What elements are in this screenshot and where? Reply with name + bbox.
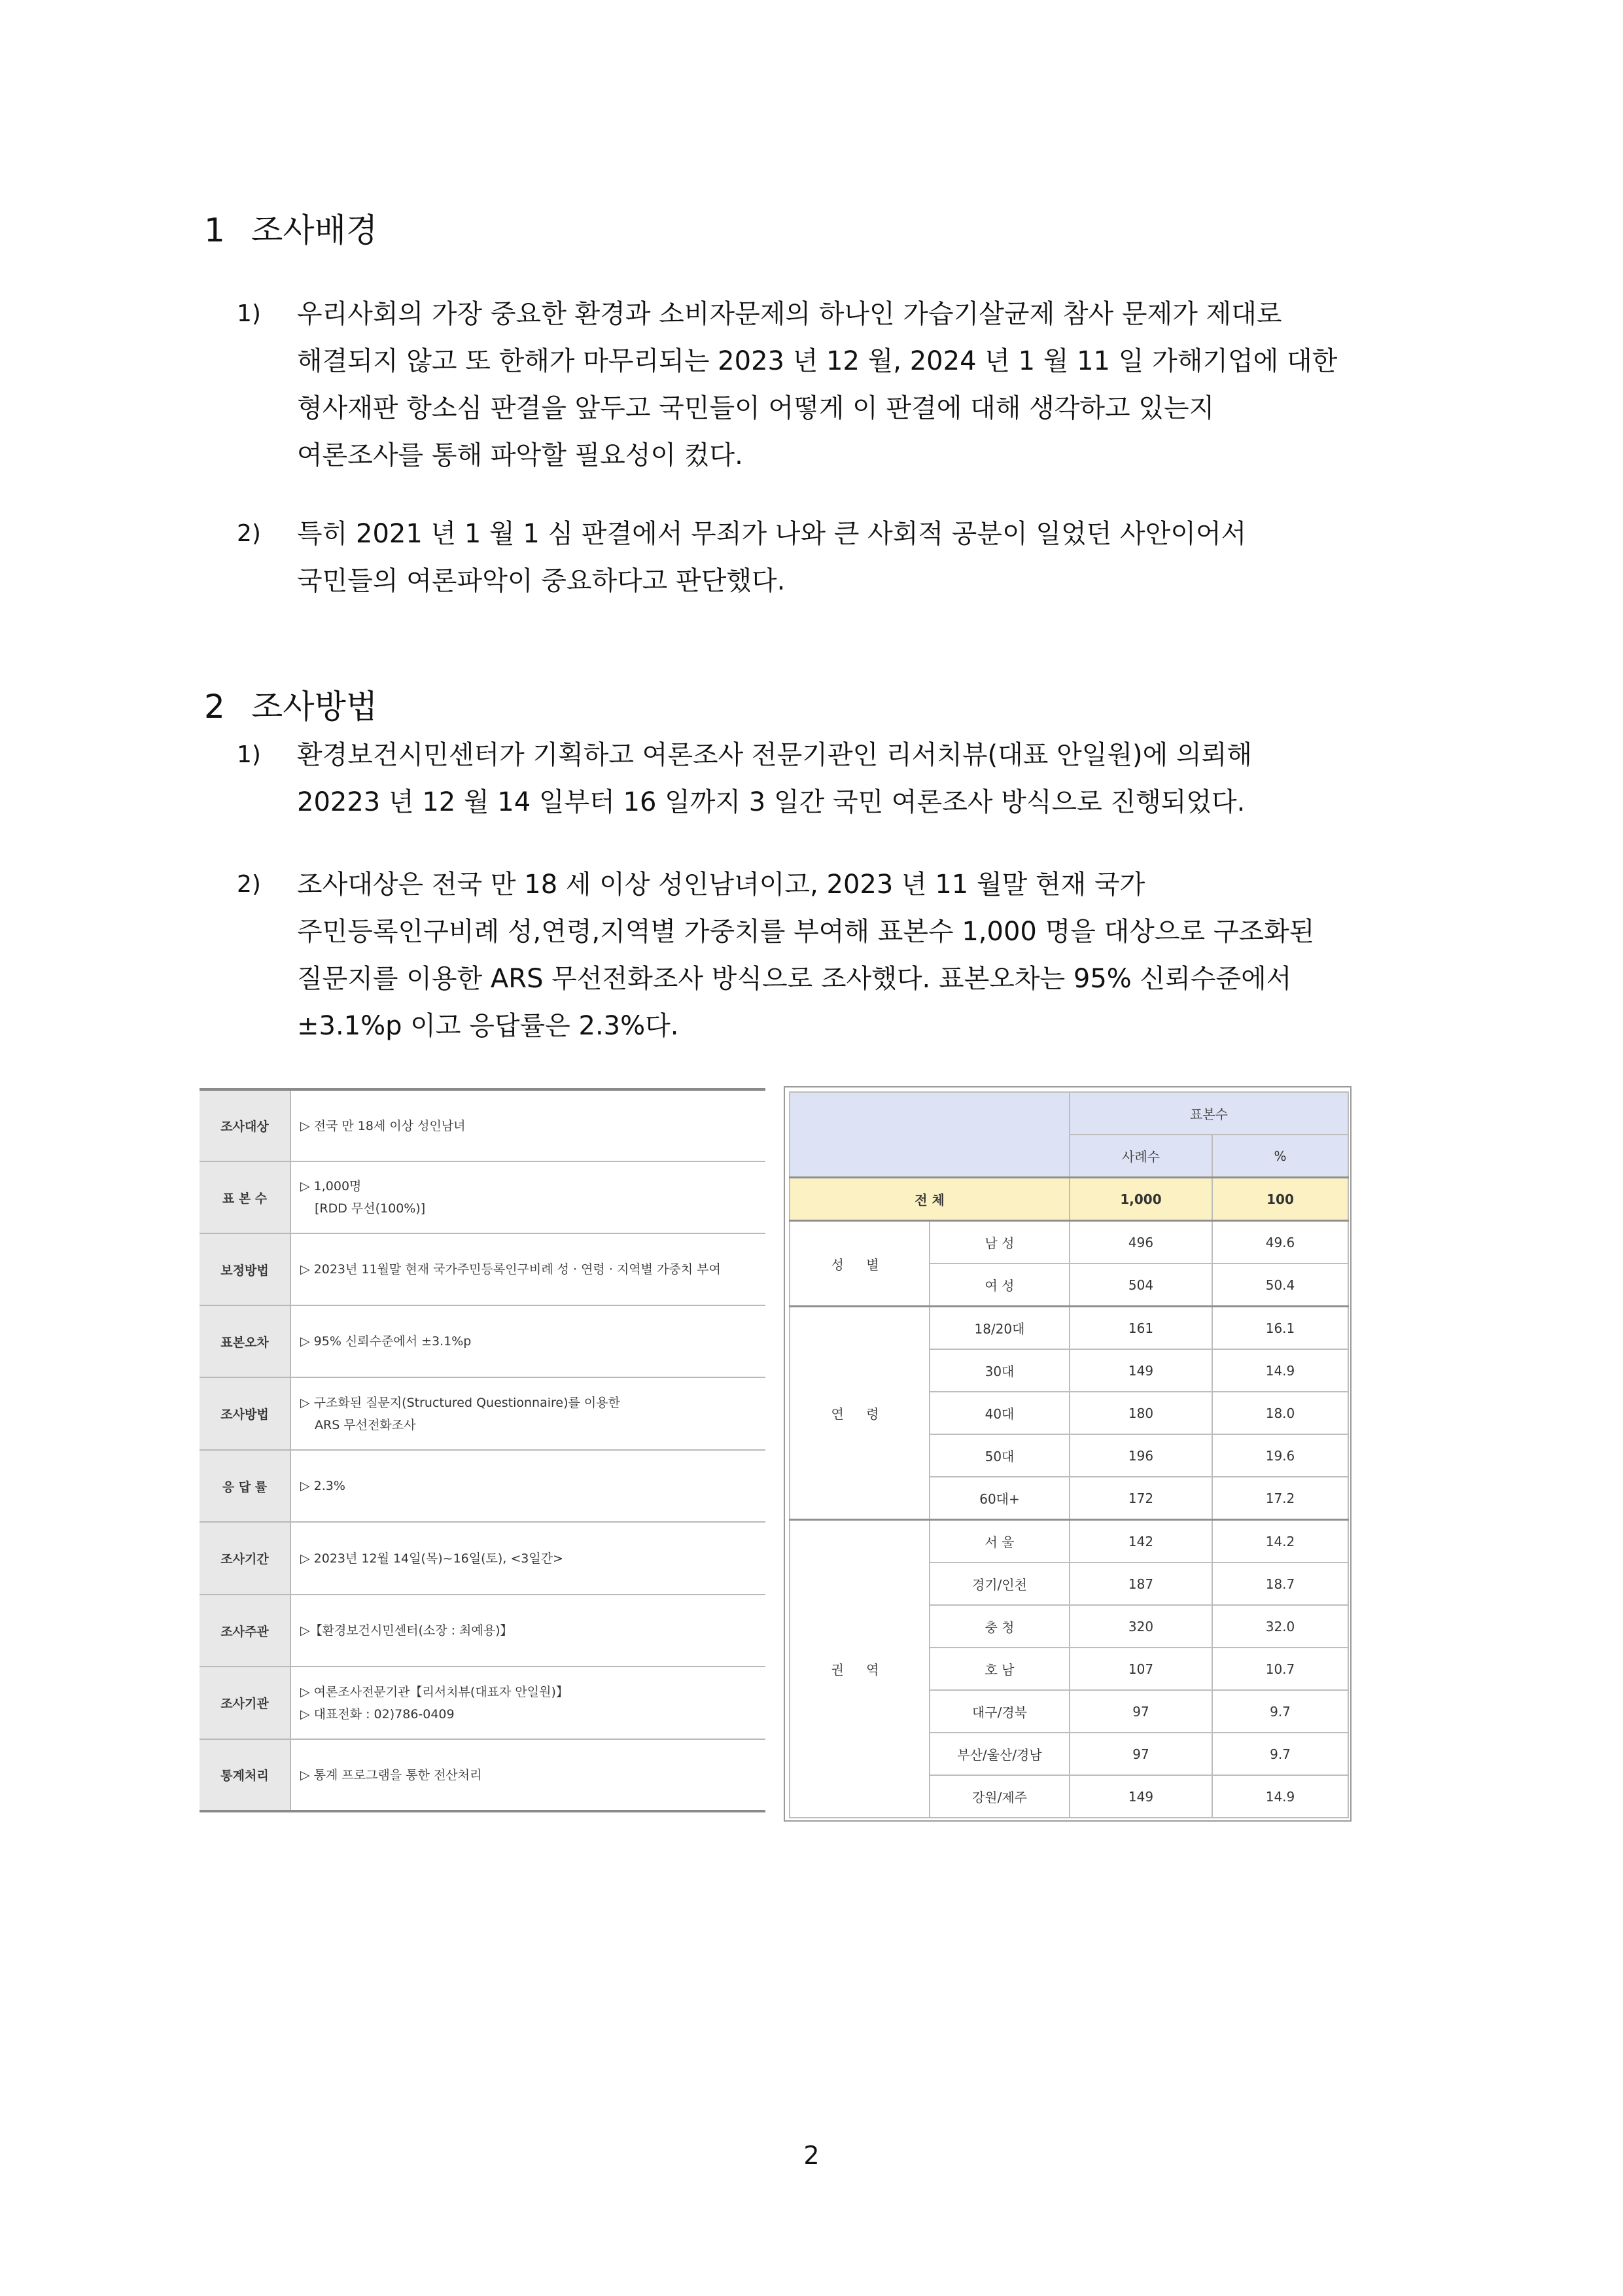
row-pct: 50.4 bbox=[1212, 1263, 1348, 1307]
row-value-line: [RDD 무선(100%)] bbox=[315, 1201, 426, 1216]
row-value bbox=[290, 1089, 765, 1161]
row-value-line: ▷ 95% 신뢰수준에서 ±3.1%p bbox=[300, 1334, 472, 1349]
row-pct: 14.9 bbox=[1212, 1349, 1348, 1392]
item-number: 1) bbox=[237, 741, 261, 768]
row-value bbox=[290, 1377, 765, 1450]
row-label: 응 답 률 bbox=[200, 1450, 290, 1522]
row-value bbox=[290, 1667, 765, 1739]
row-label: 남 성 bbox=[930, 1221, 1070, 1264]
row-label: 조사방법 bbox=[200, 1377, 290, 1450]
row-label: 조사기관 bbox=[200, 1667, 290, 1739]
row-count: 180 bbox=[1070, 1392, 1212, 1434]
row-value-line: ▷ 통계 프로그램을 통한 전산처리 bbox=[300, 1767, 482, 1782]
row-count: 149 bbox=[1070, 1349, 1212, 1392]
row-pct: 18.7 bbox=[1212, 1563, 1348, 1605]
paragraph-line: 환경보건시민센터가 기획하고 여론조사 전문기관인 리서치뷰(대표 안일원)에 의뢰해 bbox=[297, 740, 1252, 770]
row-label: 서 울 bbox=[930, 1520, 1070, 1563]
row-value-line: ▷ 구조화된 질문지(Structured Questionnaire)를 이용한 bbox=[300, 1395, 620, 1410]
total-count: 1,000 bbox=[1070, 1178, 1212, 1221]
row-label: 18/20대 bbox=[930, 1307, 1070, 1350]
row-label: 충 청 bbox=[930, 1605, 1070, 1648]
row-count: 196 bbox=[1070, 1434, 1212, 1477]
section-2-heading bbox=[204, 680, 377, 728]
section-2-item-2 bbox=[237, 861, 1447, 1050]
row-value bbox=[290, 1450, 765, 1522]
row-label: 표본오차 bbox=[200, 1305, 290, 1377]
row-count: 142 bbox=[1070, 1520, 1212, 1563]
row-label: 조사기간 bbox=[200, 1522, 290, 1595]
section-1-title: 조사배경 bbox=[251, 211, 378, 249]
row-value bbox=[290, 1305, 765, 1377]
table-row bbox=[200, 1161, 765, 1233]
total-pct: 100 bbox=[1212, 1178, 1348, 1221]
row-value bbox=[290, 1161, 765, 1233]
table-row bbox=[790, 1520, 1348, 1563]
row-value-line: ▷【환경보건시민센터(소장 : 최예용)】 bbox=[300, 1623, 513, 1638]
row-pct: 10.7 bbox=[1212, 1648, 1348, 1690]
row-pct: 32.0 bbox=[1212, 1605, 1348, 1648]
row-count: 496 bbox=[1070, 1221, 1212, 1264]
row-label: 보정방법 bbox=[200, 1233, 290, 1305]
section-1-item-1 bbox=[237, 291, 1447, 479]
table-row bbox=[200, 1233, 765, 1305]
table-row bbox=[790, 1307, 1348, 1350]
total-row bbox=[790, 1178, 1348, 1221]
section-1-heading bbox=[204, 204, 377, 251]
row-label: 부산/울산/경남 bbox=[930, 1733, 1070, 1775]
row-label: 강원/제주 bbox=[930, 1775, 1070, 1818]
table-row bbox=[200, 1089, 765, 1161]
row-pct: 14.2 bbox=[1212, 1520, 1348, 1563]
row-pct: 16.1 bbox=[1212, 1307, 1348, 1350]
table-row bbox=[200, 1450, 765, 1522]
row-pct: 49.6 bbox=[1212, 1221, 1348, 1264]
page-number: 2 bbox=[803, 2141, 820, 2170]
paragraph-line: 주민등록인구비례 성,연령,지역별 가중치를 부여해 표본수 1,000 명을 대상으로 구조화된 bbox=[297, 917, 1315, 947]
paragraph-line: 우리사회의 가장 중요한 환경과 소비자문제의 하나인 가습기살균제 참사 문제가 제대로 bbox=[297, 299, 1282, 329]
header-pct-cell: % bbox=[1212, 1135, 1348, 1178]
row-value-line: ▷ 대표전화 : 02)786-0409 bbox=[300, 1706, 455, 1722]
table-row bbox=[200, 1739, 765, 1811]
row-value bbox=[290, 1522, 765, 1595]
row-value-line: ARS 무선전화조사 bbox=[315, 1417, 416, 1432]
group-label: 연 령 bbox=[790, 1307, 930, 1520]
row-label: 60대+ bbox=[930, 1477, 1070, 1520]
row-pct: 18.0 bbox=[1212, 1392, 1348, 1434]
paragraph-line: ±3.1%p 이고 응답률은 2.3%다. bbox=[297, 1011, 679, 1041]
sample-distribution-table bbox=[789, 1091, 1349, 1818]
row-label: 30대 bbox=[930, 1349, 1070, 1392]
row-value bbox=[290, 1739, 765, 1811]
paragraph-line: 조사대상은 전국 만 18 세 이상 성인남녀이고, 2023 년 11 월말 현재 국가 bbox=[297, 870, 1145, 900]
group-label: 성 별 bbox=[790, 1221, 930, 1307]
row-pct: 17.2 bbox=[1212, 1477, 1348, 1520]
row-label: 표 본 수 bbox=[200, 1161, 290, 1233]
table-row bbox=[200, 1377, 765, 1450]
paragraph-line: 질문지를 이용한 ARS 무선전화조사 방식으로 조사했다. 표본오차는 95% 신뢰수준에서 bbox=[297, 964, 1292, 994]
row-label: 대구/경북 bbox=[930, 1690, 1070, 1733]
total-label: 전 체 bbox=[790, 1178, 1070, 1221]
item-number: 2) bbox=[237, 520, 261, 547]
header-blank-cell bbox=[790, 1092, 1070, 1178]
header-group-cell: 표본수 bbox=[1070, 1092, 1348, 1135]
table-row bbox=[200, 1595, 765, 1667]
row-pct: 14.9 bbox=[1212, 1775, 1348, 1818]
section-1-item-2 bbox=[237, 510, 1447, 605]
row-label: 경기/인천 bbox=[930, 1563, 1070, 1605]
row-pct: 9.7 bbox=[1212, 1690, 1348, 1733]
row-label: 50대 bbox=[930, 1434, 1070, 1477]
row-count: 161 bbox=[1070, 1307, 1212, 1350]
row-value bbox=[290, 1595, 765, 1667]
row-count: 172 bbox=[1070, 1477, 1212, 1520]
row-count: 504 bbox=[1070, 1263, 1212, 1307]
row-value-line: ▷ 1,000명 bbox=[300, 1179, 362, 1193]
paragraph-line: 특히 2021 년 1 월 1 심 판결에서 무죄가 나와 큰 사회적 공분이 일었던 사안이어서 bbox=[297, 519, 1247, 549]
paragraph-line: 해결되지 않고 또 한해가 마무리되는 2023 년 12 월, 2024 년 1 월 11 일 가해기업에 대한 bbox=[297, 346, 1338, 376]
item-number: 2) bbox=[237, 871, 261, 898]
section-2-title: 조사방법 bbox=[251, 688, 378, 726]
row-value-line: ▷ 2.3% bbox=[300, 1479, 345, 1493]
row-count: 107 bbox=[1070, 1648, 1212, 1690]
row-label: 여 성 bbox=[930, 1263, 1070, 1307]
row-value-line: ▷ 여론조사전문기관【리서치뷰(대표자 안일원)】 bbox=[300, 1684, 568, 1699]
header-count-cell: 사례수 bbox=[1070, 1135, 1212, 1178]
row-pct: 19.6 bbox=[1212, 1434, 1348, 1477]
paragraph-line: 형사재판 항소심 판결을 앞두고 국민들이 어떻게 이 판결에 대해 생각하고 있는지 bbox=[297, 393, 1215, 423]
row-count: 149 bbox=[1070, 1775, 1212, 1818]
table-row bbox=[790, 1221, 1348, 1264]
row-label: 40대 bbox=[930, 1392, 1070, 1434]
table-row bbox=[200, 1305, 765, 1377]
row-label: 조사대상 bbox=[200, 1089, 290, 1161]
paragraph-line: 국민들의 여론파악이 중요하다고 판단했다. bbox=[297, 566, 786, 596]
row-label: 호 남 bbox=[930, 1648, 1070, 1690]
row-value-line: ▷ 전국 만 18세 이상 성인남녀 bbox=[300, 1118, 466, 1133]
table-row bbox=[200, 1522, 765, 1595]
row-value-line: ▷ 2023년 12월 14일(목)~16일(토), <3일간> bbox=[300, 1551, 564, 1566]
row-pct: 9.7 bbox=[1212, 1733, 1348, 1775]
row-value-line: ▷ 2023년 11월말 현재 국가주민등록인구비례 성 · 연령 · 지역별 가중치 부여 bbox=[300, 1262, 721, 1277]
row-count: 320 bbox=[1070, 1605, 1212, 1648]
table-row bbox=[200, 1667, 765, 1739]
item-number: 1) bbox=[237, 300, 261, 327]
row-value bbox=[290, 1233, 765, 1305]
section-2-number: 2 bbox=[204, 688, 225, 726]
section-1-number: 1 bbox=[204, 211, 225, 249]
row-count: 97 bbox=[1070, 1733, 1212, 1775]
survey-summary-table bbox=[200, 1088, 765, 1812]
row-label: 통계처리 bbox=[200, 1739, 290, 1811]
row-count: 97 bbox=[1070, 1690, 1212, 1733]
paragraph-line: 20223 년 12 월 14 일부터 16 일까지 3 일간 국민 여론조사 방식으로 진행되었다. bbox=[297, 787, 1246, 817]
section-2-item-1 bbox=[237, 732, 1447, 826]
table-header-row bbox=[790, 1092, 1348, 1135]
row-label: 조사주관 bbox=[200, 1595, 290, 1667]
group-label: 권 역 bbox=[790, 1520, 930, 1818]
sample-table-frame bbox=[784, 1086, 1352, 1822]
row-count: 187 bbox=[1070, 1563, 1212, 1605]
paragraph-line: 여론조사를 통해 파악할 필요성이 컸다. bbox=[297, 440, 743, 470]
